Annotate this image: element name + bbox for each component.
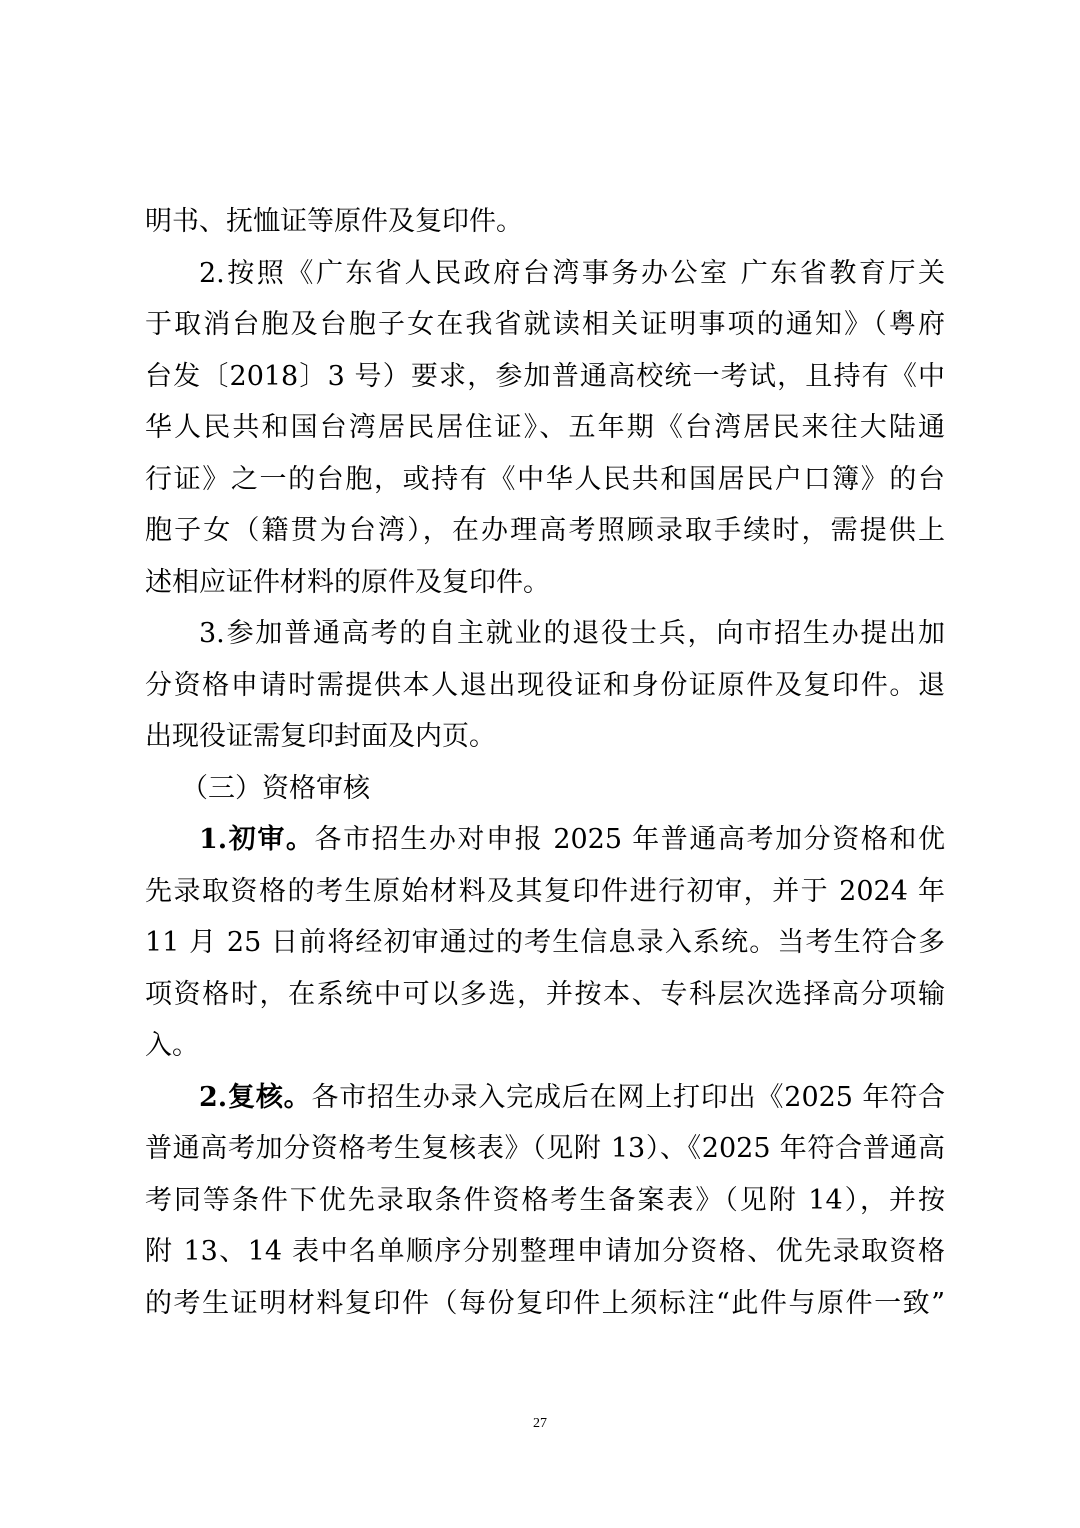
paragraph-line: 述相应证件材料的原件及复印件。 [145, 566, 550, 598]
paragraph-line: 2.按照《广东省人民政府台湾事务办公室 广东省教育厅关 [199, 257, 945, 289]
bold-lead: 2.复核。 [199, 1081, 312, 1113]
page-number: 27 [533, 1416, 547, 1431]
paragraph-text: 各市招生办对申报 2025 年普通高考加分资格和优 [314, 824, 945, 855]
paragraph-line: 入。 [145, 1030, 199, 1061]
bold-lead: 1.初审。 [199, 824, 315, 855]
paragraph-line: 的考生证明材料复印件（每份复印件上须标注“此件与原件一致” [145, 1287, 945, 1319]
paragraph-line: 明书、抚恤证等原件及复印件。 [145, 206, 523, 237]
paragraph-line: 先录取资格的考生原始材料及其复印件进行初审，并于 2024 年 [145, 875, 945, 907]
paragraph-line: 11 月 25 日前将经初审通过的考生信息录入系统。当考生符合多 [145, 927, 945, 958]
paragraph-line: 考同等条件下优先录取条件资格考生备案表》（见附 14），并按 [145, 1184, 945, 1216]
paragraph-line: 普通高考加分资格考生复核表》（见附 13）、《2025 年符合普通高 [145, 1133, 945, 1164]
paragraph-line: 3.参加普通高考的自主就业的退役士兵，向市招生办提出加 [199, 618, 945, 649]
paragraph-line: 台发〔2018〕3 号）要求，参加普通高校统一考试，且持有《中 [145, 360, 945, 392]
paragraph-line: 附 13、14 表中名单顺序分别整理申请加分资格、优先录取资格 [145, 1236, 945, 1267]
paragraph-line [145, 1072, 945, 1124]
paragraph-line: 胞子女（籍贯为台湾），在办理高考照顾录取手续时，需提供上 [145, 515, 945, 546]
paragraph-line: 分资格申请时需提供本人退出现役证和身份证原件及复印件。退 [145, 669, 945, 701]
paragraph-line: 华人民共和国台湾居民居住证》、五年期《台湾居民来往大陆通 [145, 412, 945, 443]
paragraph-line [145, 814, 945, 866]
section-heading: （三）资格审核 [181, 772, 370, 804]
paragraph-line: 项资格时，在系统中可以多选，并按本、专科层次选择高分项输 [145, 978, 945, 1010]
paragraph-text: 各市招生办录入完成后在网上打印出《2025 年符合 [311, 1081, 946, 1113]
paragraph-line: 于取消台胞及台胞子女在我省就读相关证明事项的通知》（粤府 [145, 309, 945, 340]
document-body [145, 196, 945, 1329]
paragraph-line: 行证》之一的台胞，或持有《中华人民共和国居民户口簿》的台 [145, 463, 945, 495]
paragraph-line: 出现役证需复印封面及内页。 [145, 721, 496, 752]
